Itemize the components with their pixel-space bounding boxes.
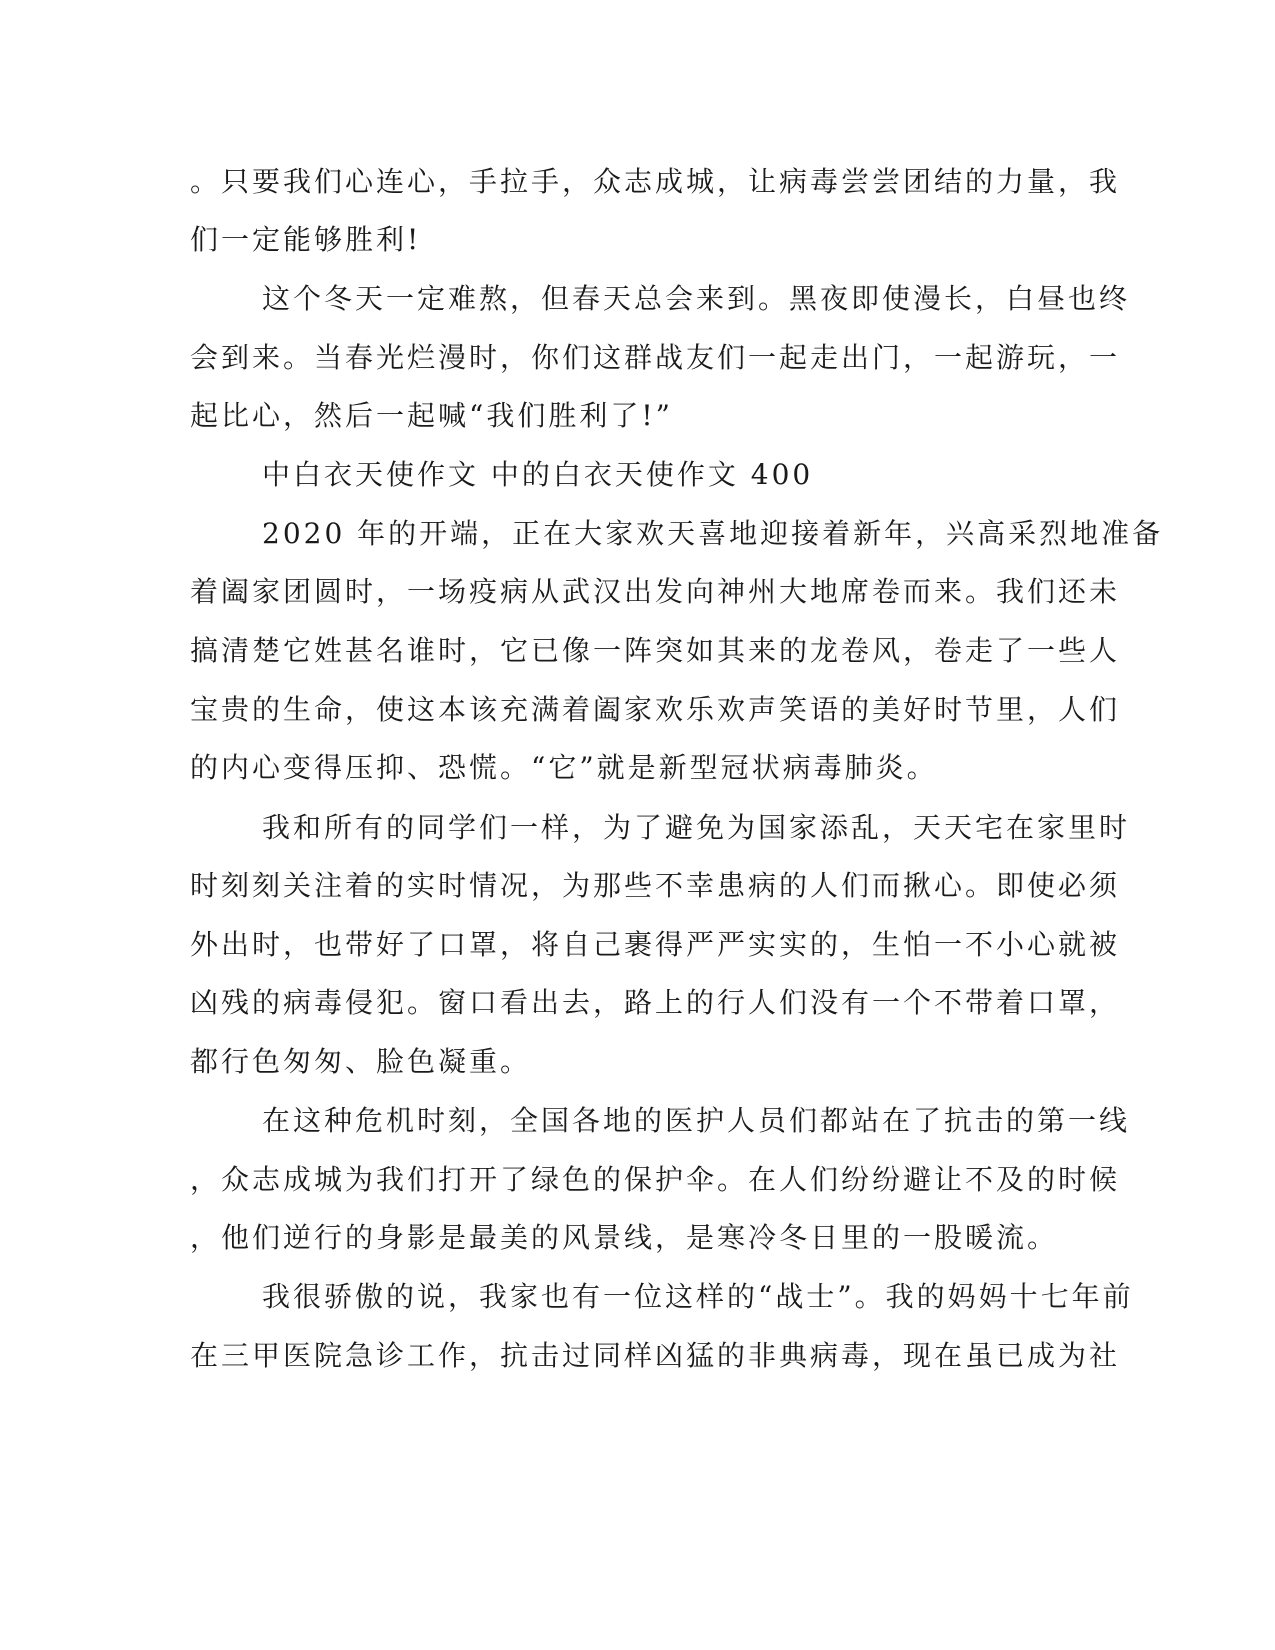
text-line: 着阖家团圆时，一场疫病从武汉出发向神州大地席卷而来。我们还未 xyxy=(190,575,1121,608)
text-line: 都行色匆匆、脸色凝重。 xyxy=(190,1045,532,1078)
text-line: ，他们逆行的身影是最美的风景线，是寒冷冬日里的一股暖流。 xyxy=(190,1221,1059,1254)
text-line: ，众志成城为我们打开了绿色的保护伞。在人们纷纷避让不及的时候 xyxy=(190,1163,1121,1196)
paragraph-first-line: 我和所有的同学们一样，为了避免为国家添乱，天天宅在家里时 xyxy=(262,811,1131,844)
paragraph-first-line: 这个冬天一定难熬，但春天总会来到。黑夜即使漫长，白昼也终 xyxy=(262,282,1131,315)
paragraph-first-line: 我很骄傲的说，我家也有一位这样的“战士”。我的妈妈十七年前 xyxy=(262,1280,1134,1313)
text-line: 凶残的病毒侵犯。窗口看出去，路上的行人们没有一个不带着口罩， xyxy=(190,986,1121,1019)
text-line: 们一定能够胜利! xyxy=(190,223,422,256)
text-line: 搞清楚它姓甚名谁时，它已像一阵突如其来的龙卷风，卷走了一些人 xyxy=(190,634,1121,667)
section-heading: 中白衣天使作文 中的白衣天使作文 400 xyxy=(262,458,814,491)
paragraph-first-line: 2020 年的开端，正在大家欢天喜地迎接着新年，兴高采烈地准备 xyxy=(262,517,1164,550)
text-line: 。只要我们心连心，手拉手，众志成城，让病毒尝尝团结的力量，我 xyxy=(190,165,1121,198)
text-line: 起比心，然后一起喊“我们胜利了!” xyxy=(190,399,673,432)
text-line: 外出时，也带好了口罩，将自己裹得严严实实的，生怕一不小心就被 xyxy=(190,928,1121,961)
text-line: 在三甲医院急诊工作，抗击过同样凶猛的非典病毒，现在虽已成为社 xyxy=(190,1339,1121,1372)
text-line: 宝贵的生命，使这本该充满着阖家欢乐欢声笑语的美好时节里，人们 xyxy=(190,693,1121,726)
text-line: 的内心变得压抑、恐慌。“它”就是新型冠状病毒肺炎。 xyxy=(190,751,938,784)
text-line: 时刻刻关注着的实时情况，为那些不幸患病的人们而揪心。即使必须 xyxy=(190,869,1121,902)
text-line: 会到来。当春光烂漫时，你们这群战友们一起走出门，一起游玩，一 xyxy=(190,341,1121,374)
paragraph-first-line: 在这种危机时刻，全国各地的医护人员们都站在了抗击的第一线 xyxy=(262,1104,1131,1137)
